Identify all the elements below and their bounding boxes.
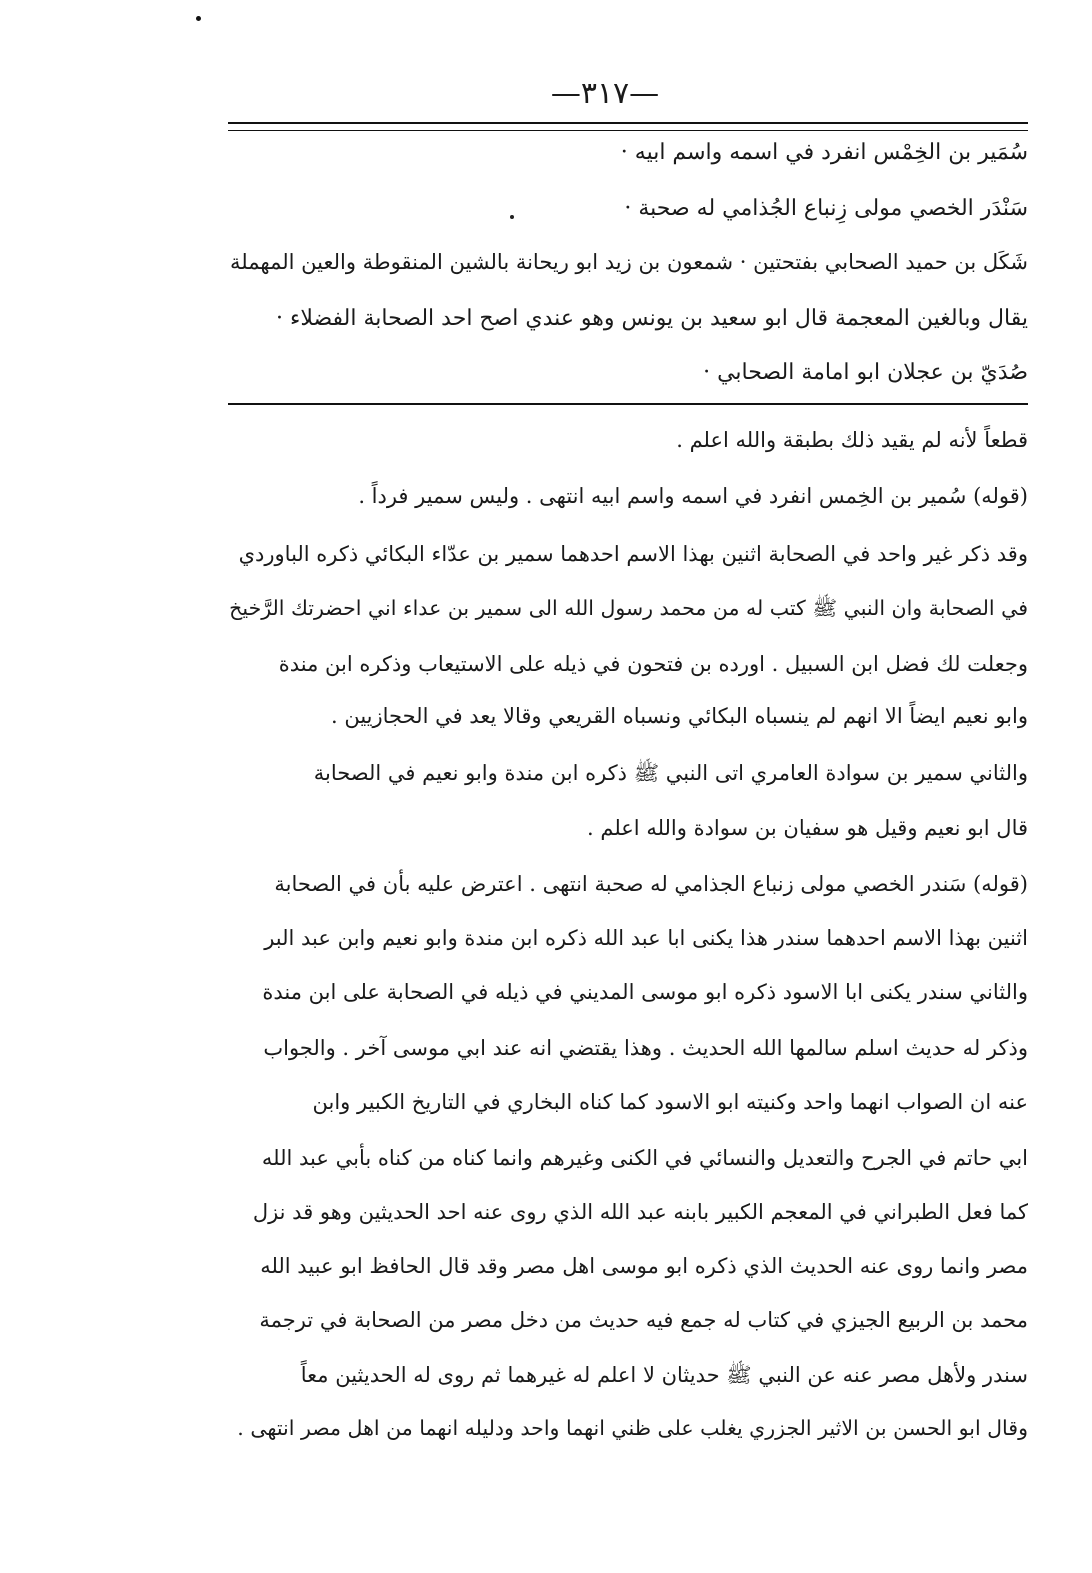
commentary-line: عنه ان الصواب انهما واحد وكنيته ابو الاسود كما كناه البخاري في التاريخ الكبير وابن xyxy=(312,1090,1028,1114)
commentary-line: والثاني سندر يكنى ابا الاسود ذكره ابو موسى المديني في ذيله في الصحابة على ابن مندة xyxy=(262,980,1028,1004)
section-divider xyxy=(228,403,1028,405)
commentary-line: وجعلت لك فضل ابن السبيل . اورده بن فتحون في ذيله على الاستيعاب وذكره ابن مندة xyxy=(278,652,1028,676)
commentary-line: قطعاً لأنه لم يقيد ذلك بطبقة والله اعلم . xyxy=(676,428,1028,452)
commentary-line: ابي حاتم في الجرح والتعديل والنسائي في الكنى وغيرهم وانما كناه من كناه بأبي عبد الله xyxy=(261,1146,1028,1170)
commentary-line: وقال ابو الحسن بن الاثير الجزري يغلب على ظني انهما واحد ودليله انهما من اهل مصر انتهى . xyxy=(237,1416,1028,1440)
entry-line: يقال وبالغين المعجمة قال ابو سعيد بن يونس وهو عندي اصح احد الصحابة الفضلاء · xyxy=(275,306,1028,331)
commentary-line: سندر ولأهل مصر عنه عن النبي ﷺ حديثان لا اعلم له غيرهما ثم روى له الحديثين معاً xyxy=(300,1363,1028,1387)
commentary-line: (قوله) سَندر الخصي مولى زنباع الجذامي له صحبة انتهى . اعترض عليه بأن في الصحابة xyxy=(274,872,1028,896)
commentary-line: اثنين بهذا الاسم احدهما سندر هذا يكنى ابا عبد الله ذكره ابن مندة وابو نعيم وابن عبد البر xyxy=(264,926,1028,950)
commentary-line: محمد بن الربيع الجيزي في كتاب له جمع فيه حديث من دخل مصر من الصحابة في ترجمة xyxy=(259,1308,1028,1332)
commentary-line: وقد ذكر غير واحد في الصحابة اثنين بهذا الاسم احدهما سمير بن عدّاء البكائي ذكره الباوردي xyxy=(238,542,1028,566)
commentary-line: مصر وانما روى عنه الحديث الذي ذكره ابو موسى اهل مصر وقد قال الحافظ ابو عبيد الله xyxy=(260,1254,1028,1278)
ink-dot xyxy=(510,215,514,219)
commentary-line: وذكر له حديث اسلم سالمها الله الحديث . وهذا يقتضي انه عند ابي موسى آخر . والجواب xyxy=(263,1036,1028,1060)
commentary-line: والثاني سمير بن سوادة العامري اتى النبي ﷺ ذكره ابن مندة وابو نعيم في الصحابة xyxy=(313,761,1028,785)
commentary-line: وابو نعيم ايضاً الا انهم لم ينسباه البكائي ونسباه القريعي وقالا يعد في الحجازيين . xyxy=(331,704,1028,728)
ink-dot xyxy=(196,16,201,21)
commentary-text xyxy=(228,408,1028,1538)
page-number: —٣١٧— xyxy=(550,76,660,111)
matn-entries xyxy=(228,130,1028,400)
commentary-line: في الصحابة وان النبي ﷺ كتب له من محمد رسول الله الى سمير بن عداء اني احضرتك الرَّخيخ xyxy=(229,596,1028,620)
commentary-line: (قوله) سُمير بن الخِمس انفرد في اسمه واسم ابيه انتهى . وليس سمير فرداً . xyxy=(358,484,1028,508)
entry-line: صُدَيّ بن عجلان ابو امامة الصحابي · xyxy=(703,360,1028,385)
commentary-line: كما فعل الطبراني في المعجم الكبير بابنه عبد الله الذي روى عنه احد الحديثين وهو قد نزل xyxy=(252,1200,1028,1224)
commentary-line: قال ابو نعيم وقيل هو سفيان بن سوادة والله اعلم . xyxy=(587,816,1028,840)
entry-line: شَكَل بن حميد الصحابي بفتحتين · شمعون بن زيد ابو ريحانة بالشين المنقوطة والعين المهملة xyxy=(230,250,1028,274)
entry-line: سَنْدَر الخصي مولى زِنباع الجُذامي له صحبة · xyxy=(624,196,1028,221)
entry-line: سُمَير بن الخِمْس انفرد في اسمه واسم ابيه · xyxy=(620,140,1028,165)
